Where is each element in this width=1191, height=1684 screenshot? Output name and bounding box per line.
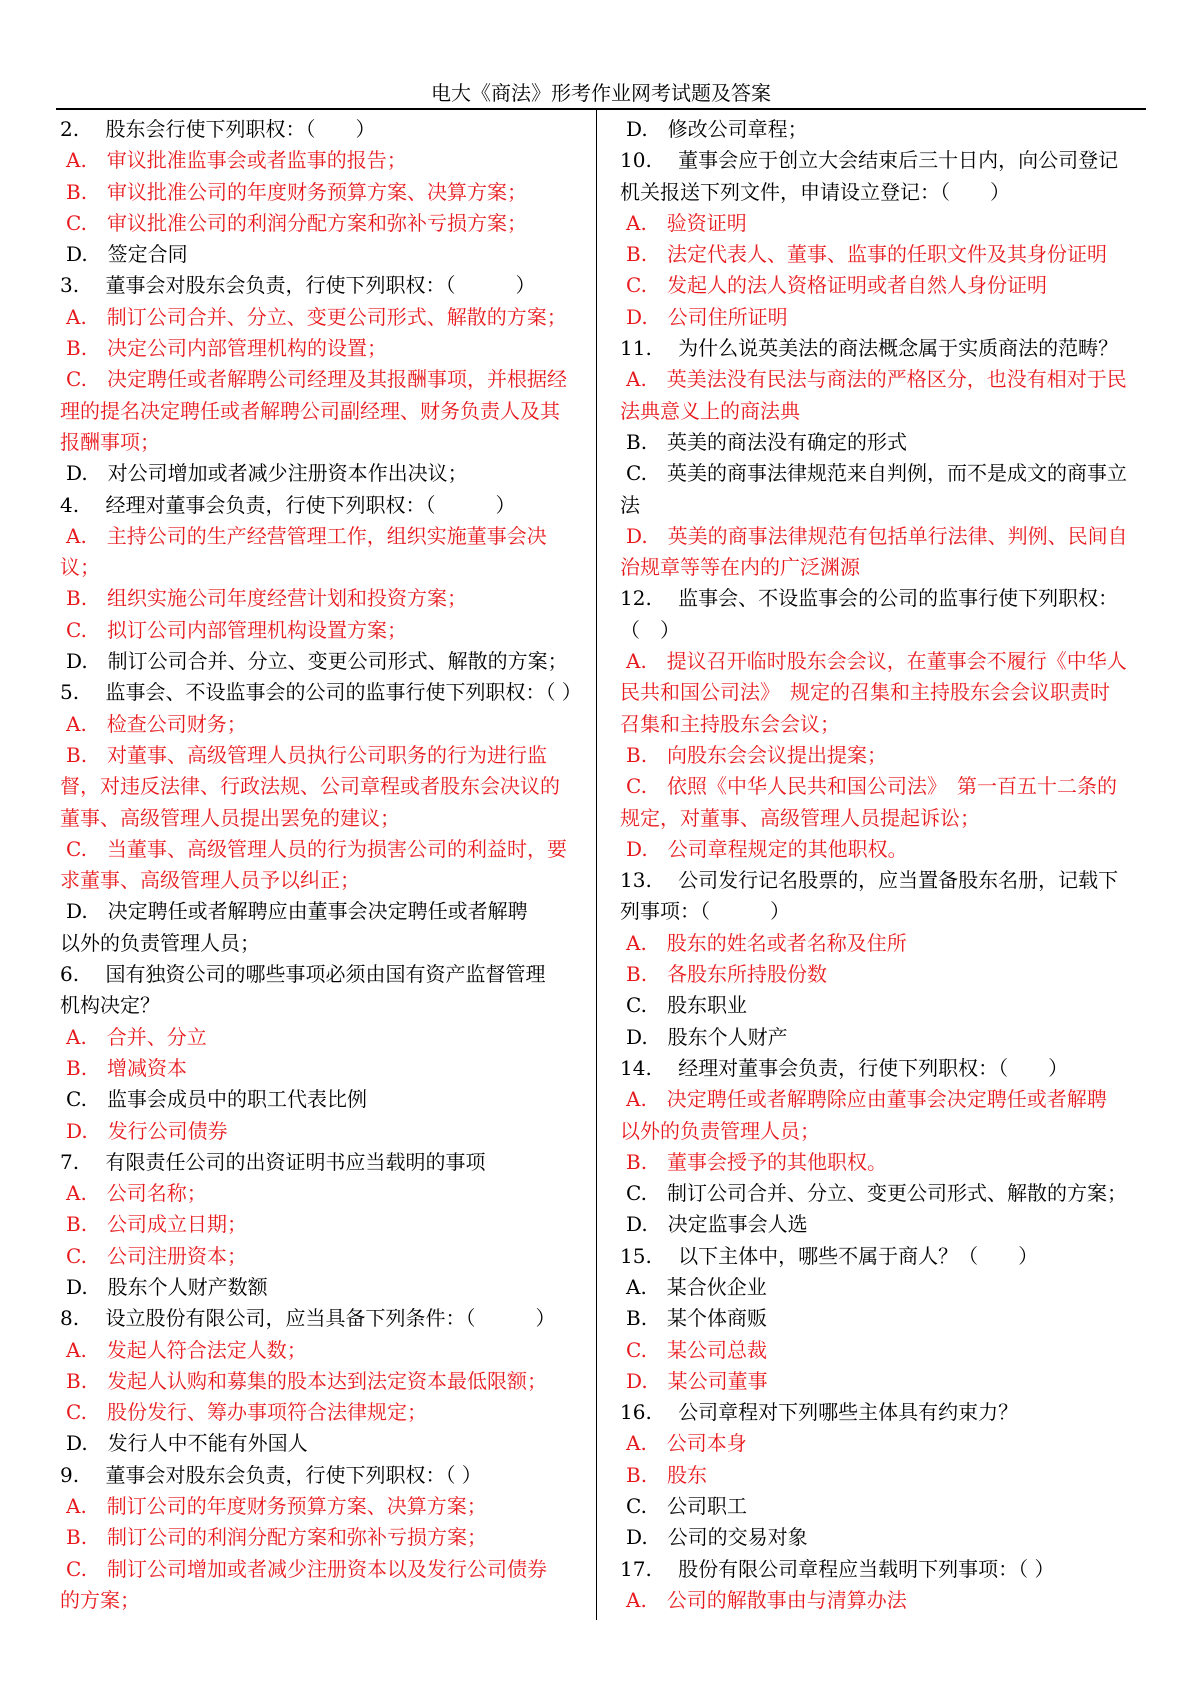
answer-option: C. 公司注册资本； xyxy=(66,1243,247,1268)
option: C. 股东职业 xyxy=(626,993,747,1018)
answer-option: C. 股份发行、筹办事项符合法律规定； xyxy=(66,1400,427,1425)
question-text: 14. 经理对董事会负责，行使下列职权：（ ） xyxy=(620,1055,1069,1080)
answer-option: A. 股东的姓名或者名称及住所 xyxy=(626,930,907,955)
answer-option: B. 股东 xyxy=(626,1462,708,1487)
answer-option: D. 发行公司债券 xyxy=(66,1118,228,1143)
answer-option: C. 发起人的法人资格证明或者自然人身份证明 xyxy=(626,273,1047,298)
answer-option: 的方案； xyxy=(60,1587,140,1612)
answer-option: B. 法定代表人、董事、监事的任职文件及其身份证明 xyxy=(626,242,1108,267)
answer-option: C. 依照《中华人民共和国公司法》 第一百五十二条的 xyxy=(626,774,1117,799)
answer-option: 议； xyxy=(60,555,100,580)
question-text: 13. 公司发行记名股票的，应当置备股东名册，记载下 xyxy=(620,868,1119,893)
answer-option: C. 拟订公司内部管理机构设置方案； xyxy=(66,617,407,642)
answer-option: A. 验资证明 xyxy=(626,210,747,235)
option: D. 修改公司章程； xyxy=(626,117,808,141)
answer-option: A. 公司名称； xyxy=(66,1181,207,1206)
option: 以外的负责管理人员； xyxy=(60,930,260,955)
answer-option: 以外的负责管理人员； xyxy=(620,1118,820,1143)
answer-option: B. 向股东会会议提出提案； xyxy=(626,742,888,767)
column-divider xyxy=(596,110,597,1620)
question-text: 3. 董事会对股东会负责，行使下列职权：（ ） xyxy=(60,273,536,298)
answer-option: 督，对违反法律、行政法规、公司章程或者股东会决议的 xyxy=(60,774,560,799)
answer-option: B. 增减资本 xyxy=(66,1055,188,1080)
option: D. 签定合同 xyxy=(66,242,188,267)
question-text: 11. 为什么说英美法的商法概念属于实质商法的范畴？ xyxy=(620,336,1119,361)
option: B. 某个体商贩 xyxy=(626,1306,768,1331)
answer-option: A. 制订公司的年度财务预算方案、决算方案； xyxy=(66,1494,487,1519)
option: D. 股东个人财产 xyxy=(626,1024,788,1049)
question-text: 15. 以下主体中，哪些不属于商人？（ ） xyxy=(620,1243,1039,1268)
page-header-title: 电大《商法》形考作业网考试题及答案 xyxy=(431,81,771,105)
answer-option: D. 英美的商事法律规范有包括单行法律、判例、民间自 xyxy=(626,523,1128,548)
option: D. 决定监事会人选 xyxy=(626,1212,808,1237)
question-text: 7. 有限责任公司的出资证明书应当载明的事项 xyxy=(60,1149,486,1174)
option: D. 公司的交易对象 xyxy=(626,1525,808,1550)
question-text: 10. 董事会应于创立大会结束后三十日内，向公司登记 xyxy=(620,148,1119,173)
question-text-continued: 列事项：（ ） xyxy=(620,899,790,924)
answer-option: A. 检查公司财务； xyxy=(66,711,247,736)
answer-option: B. 公司成立日期； xyxy=(66,1212,248,1237)
question-text: 2. 股东会行使下列职权：（ ） xyxy=(60,117,376,141)
question-text: 17. 股份有限公司章程应当载明下列事项：（ ） xyxy=(620,1556,1055,1581)
option: A. 某合伙企业 xyxy=(626,1274,767,1299)
answer-option: C. 某公司总裁 xyxy=(626,1337,767,1362)
answer-option: B. 制订公司的利润分配方案和弥补亏损方案； xyxy=(66,1525,488,1550)
left-column xyxy=(60,114,584,1616)
answer-option: D. 公司住所证明 xyxy=(626,304,788,329)
question-text-continued: 机关报送下列文件，申请设立登记：（ ） xyxy=(620,179,1010,204)
option: D. 股东个人财产数额 xyxy=(66,1274,268,1299)
answer-option: A. 审议批准监事会或者监事的报告； xyxy=(66,148,407,173)
answer-option: A. 决定聘任或者解聘除应由董事会决定聘任或者解聘 xyxy=(626,1087,1107,1112)
option: D. 决定聘任或者解聘应由董事会决定聘任或者解聘 xyxy=(66,899,528,924)
answer-option: B. 组织实施公司年度经营计划和投资方案； xyxy=(66,586,468,611)
answer-option: C. 制订公司增加或者减少注册资本以及发行公司债券 xyxy=(66,1556,547,1581)
answer-option: B. 决定公司内部管理机构的设置； xyxy=(66,336,388,361)
answer-option: 法典意义上的商法典 xyxy=(620,398,800,423)
option: C. 公司职工 xyxy=(626,1494,747,1519)
option: 法 xyxy=(620,492,640,517)
answer-option: C. 当董事、高级管理人员的行为损害公司的利益时，要 xyxy=(66,836,567,861)
answer-option: A. 公司的解散事由与清算办法 xyxy=(626,1587,907,1612)
question-text: 5. 监事会、不设监事会的公司的监事行使下列职权：（ ） xyxy=(60,680,582,705)
answer-option: 报酬事项； xyxy=(60,429,160,454)
header-rule xyxy=(56,108,1146,110)
question-text-continued: （ ） xyxy=(620,617,680,642)
answer-option: 召集和主持股东会会议； xyxy=(620,711,840,736)
option: D. 制订公司合并、分立、变更公司形式、解散的方案； xyxy=(66,649,568,674)
answer-option: 理的提名决定聘任或者解聘公司副经理、财务负责人及其 xyxy=(60,398,560,423)
question-text: 16. 公司章程对下列哪些主体具有约束力？ xyxy=(620,1400,1019,1425)
option: D. 对公司增加或者减少注册资本作出决议； xyxy=(66,461,468,486)
question-text: 6. 国有独资公司的哪些事项必须由国有资产监督管理 xyxy=(60,962,546,987)
answer-option: B. 发起人认购和募集的股本达到法定资本最低限额； xyxy=(66,1368,548,1393)
question-text-continued: 机构决定？ xyxy=(60,993,160,1018)
answer-option: A. 合并、分立 xyxy=(66,1024,207,1049)
option: B. 英美的商法没有确定的形式 xyxy=(626,429,908,454)
answer-option: A. 制订公司合并、分立、变更公司形式、解散的方案； xyxy=(66,304,567,329)
question-text: 4. 经理对董事会负责，行使下列职权：（ ） xyxy=(60,492,516,517)
answer-option: 治规章等等在内的广泛渊源 xyxy=(620,555,860,580)
answer-option: 规定，对董事、高级管理人员提起诉讼； xyxy=(620,805,980,830)
answer-option: A. 主持公司的生产经营管理工作，组织实施董事会决 xyxy=(66,523,547,548)
option: C. 制订公司合并、分立、变更公司形式、解散的方案； xyxy=(626,1181,1127,1206)
question-text: 9. 董事会对股东会负责，行使下列职权：（ ） xyxy=(60,1462,482,1487)
option: D. 发行人中不能有外国人 xyxy=(66,1431,308,1456)
answer-option: 董事、高级管理人员提出罢免的建议； xyxy=(60,805,400,830)
answer-option: D. 某公司董事 xyxy=(626,1368,768,1393)
answer-option: B. 各股东所持股份数 xyxy=(626,962,828,987)
answer-option: A. 发起人符合法定人数； xyxy=(66,1337,307,1362)
question-text: 12. 监事会、不设监事会的公司的监事行使下列职权： xyxy=(620,586,1119,611)
option: C. 英美的商事法律规范来自判例，而不是成文的商事立 xyxy=(626,461,1127,486)
answer-option: A. 提议召开临时股东会会议，在董事会不履行《中华人 xyxy=(626,649,1127,674)
answer-option: A. 公司本身 xyxy=(626,1431,747,1456)
answer-option: A. 英美法没有民法与商法的严格区分，也没有相对于民 xyxy=(626,367,1127,392)
answer-option: B. 审议批准公司的年度财务预算方案、决算方案； xyxy=(66,179,528,204)
answer-option: 求董事、高级管理人员予以纠正； xyxy=(60,868,360,893)
answer-option: D. 公司章程规定的其他职权。 xyxy=(626,836,908,861)
answer-option: B. 董事会授予的其他职权。 xyxy=(626,1149,888,1174)
answer-option: C. 审议批准公司的利润分配方案和弥补亏损方案； xyxy=(66,210,527,235)
option: C. 监事会成员中的职工代表比例 xyxy=(66,1087,367,1112)
answer-option: 民共和国公司法》 规定的召集和主持股东会会议职责时 xyxy=(620,680,1110,705)
answer-option: C. 决定聘任或者解聘公司经理及其报酬事项，并根据经 xyxy=(66,367,567,392)
answer-option: B. 对董事、高级管理人员执行公司职务的行为进行监 xyxy=(66,742,548,767)
right-column xyxy=(620,114,1144,1616)
question-text: 8. 设立股份有限公司，应当具备下列条件：（ ） xyxy=(60,1306,556,1331)
